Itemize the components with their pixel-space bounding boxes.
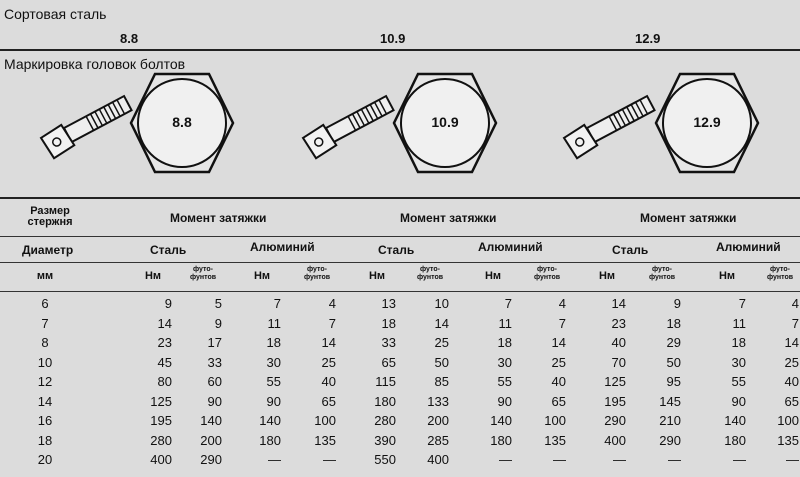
table-cell: 14 (551, 335, 566, 350)
table-cell: 25 (434, 335, 449, 350)
table-cell: 40 (551, 374, 566, 389)
table-cell: — (499, 452, 512, 467)
header-steel-1: Сталь (150, 243, 187, 257)
divider-table (0, 197, 800, 199)
table-cell: 7 (558, 315, 566, 331)
diameter-cell: 12 (37, 374, 53, 389)
table-cell: 85 (434, 374, 449, 389)
header-diameter: Диаметр (22, 243, 74, 257)
units-divider (0, 291, 800, 292)
table-cell: 65 (321, 393, 336, 409)
unit-ftlb: футо-фунтов (303, 266, 331, 281)
table-cell: 25 (321, 354, 336, 370)
page-title: Сортовая сталь (4, 6, 107, 22)
unit-ftlb: футо-фунтов (189, 266, 217, 281)
table-cell: 40 (321, 374, 336, 389)
diameter-cell: 14 (37, 393, 53, 409)
diameter-cell: 20 (37, 452, 53, 467)
grade-label-3: 12.9 (635, 31, 661, 46)
table-cell: 29 (666, 335, 681, 350)
table-cell: 195 (150, 413, 172, 428)
hex-grade-label-2: 10.9 (431, 114, 459, 130)
table-cell: 65 (784, 393, 799, 409)
table-cell: 14 (784, 335, 799, 350)
table-cell: 90 (266, 393, 281, 409)
table-cell: 100 (544, 413, 566, 428)
table-cell: — (553, 452, 566, 467)
table-cell: 7 (791, 315, 799, 331)
header-aluminium-2: Алюминий (478, 240, 543, 254)
header-divider (0, 236, 800, 237)
diameter-cell: 6 (41, 296, 49, 311)
header-torque-3: Момент затяжки (640, 211, 737, 225)
unit-nm: Нм (253, 270, 271, 282)
table-cell: 13 (381, 296, 396, 311)
table-cell: — (268, 452, 281, 467)
table-cell: 90 (207, 393, 222, 409)
table-cell: 30 (266, 354, 281, 370)
table-cell: — (613, 452, 626, 467)
table-cell: 55 (266, 374, 281, 389)
table-cell: 4 (558, 296, 566, 311)
table-cell: 70 (611, 354, 626, 370)
table-cell: 400 (150, 452, 172, 467)
table-cell: 60 (207, 374, 222, 389)
table-cell: 80 (157, 374, 172, 389)
table-cell: 45 (157, 354, 172, 370)
diameter-cell: 18 (37, 432, 53, 448)
table-cell: 23 (157, 335, 172, 350)
unit-nm: Нм (718, 270, 736, 282)
grade-label-1: 8.8 (120, 31, 139, 46)
table-cell: 11 (498, 315, 512, 331)
table-cell: 11 (267, 315, 281, 331)
table-cell: 50 (666, 354, 681, 370)
header-rod-size: Размер стержня (27, 205, 73, 228)
table-cell: — (668, 452, 681, 467)
table-cell: 290 (604, 413, 626, 428)
table-cell: 115 (375, 374, 396, 389)
table-cell: 7 (504, 296, 512, 311)
diameter-cell: 8 (41, 335, 49, 350)
table-cell: 135 (544, 432, 566, 448)
table-cell: 390 (374, 432, 396, 448)
table-cell: 7 (738, 296, 746, 311)
table-cell: 135 (314, 432, 336, 448)
table-cell: 100 (314, 413, 336, 428)
table-cell: 133 (427, 393, 449, 409)
table-cell: 95 (666, 374, 681, 389)
table-cell: 14 (157, 315, 172, 331)
hex-grade-label-3: 12.9 (693, 114, 721, 130)
table-cell: 14 (321, 335, 336, 350)
header-aluminium-1: Алюминий (250, 240, 315, 254)
table-cell: — (786, 452, 799, 467)
table-cell: 140 (259, 413, 281, 428)
table-cell: 90 (497, 393, 512, 409)
table-cell: 9 (673, 296, 681, 311)
table-cell: 180 (374, 393, 396, 409)
table-cell: 18 (266, 335, 281, 350)
hex-grade-label-1: 8.8 (172, 114, 192, 130)
header-divider-2 (0, 262, 800, 263)
table-cell: 125 (150, 393, 172, 409)
table-cell: 7 (273, 296, 281, 311)
unit-ftlb: футо-фунтов (648, 266, 676, 281)
table-cell: 50 (434, 354, 449, 370)
table-cell: 200 (200, 432, 222, 448)
table-cell: 18 (731, 335, 746, 350)
table-cell: 9 (214, 315, 222, 331)
unit-nm: Нм (484, 270, 502, 282)
table-cell: 55 (497, 374, 512, 389)
table-cell: 14 (434, 315, 449, 331)
table-cell: 33 (381, 335, 396, 350)
table-cell: 11 (732, 315, 746, 331)
table-cell: 290 (659, 432, 681, 448)
table-cell: 280 (150, 432, 172, 448)
header-aluminium-3: Алюминий (716, 240, 781, 254)
table-cell: 55 (731, 374, 746, 389)
table-cell: 400 (604, 432, 626, 448)
table-cell: 135 (777, 432, 799, 448)
table-cell: 140 (724, 413, 746, 428)
table-cell: 33 (207, 354, 222, 370)
diameter-cell: 7 (41, 315, 49, 331)
grade-label-2: 10.9 (380, 31, 406, 46)
table-cell: 17 (207, 335, 222, 350)
table-cell: 65 (381, 354, 396, 370)
section-subtitle: Маркировка головок болтов (4, 56, 186, 72)
table-cell: 10 (434, 296, 449, 311)
table-cell: 210 (659, 413, 681, 428)
header-torque-1: Момент затяжки (170, 211, 267, 225)
table-cell: 400 (427, 452, 449, 467)
table-cell: 125 (604, 374, 626, 389)
table-cell: 195 (604, 393, 626, 409)
table-cell: 100 (777, 413, 799, 428)
table-cell: 65 (551, 393, 566, 409)
table-cell: 23 (611, 315, 626, 331)
table-cell: 180 (259, 432, 281, 448)
table-cell: — (323, 452, 336, 467)
table-cell: 40 (784, 374, 799, 389)
table-cell: 180 (724, 432, 746, 448)
header-torque-2: Момент затяжки (400, 211, 497, 225)
table-cell: 200 (427, 413, 449, 428)
table-cell: 550 (374, 452, 396, 467)
table-cell: 280 (374, 413, 396, 428)
table-cell: 25 (784, 354, 799, 370)
diameter-cell: 16 (37, 413, 53, 428)
diameter-cell: 10 (37, 354, 53, 370)
table-cell: 140 (200, 413, 222, 428)
table-cell: 140 (490, 413, 512, 428)
unit-nm: Нм (598, 270, 616, 282)
unit-nm: Нм (368, 270, 386, 282)
header-steel-2: Сталь (378, 243, 415, 257)
table-cell: 4 (328, 296, 336, 311)
table-cell: 9 (164, 296, 172, 311)
table-cell: 14 (611, 296, 626, 311)
table-cell: — (733, 452, 746, 467)
unit-nm: Нм (144, 270, 162, 282)
table-cell: 5 (214, 296, 222, 311)
table-cell: 145 (659, 393, 681, 409)
table-cell: 18 (381, 315, 396, 331)
unit-mm: мм (36, 270, 54, 282)
table-cell: 290 (200, 452, 222, 467)
table-cell: 40 (611, 335, 626, 350)
table-cell: 7 (328, 315, 336, 331)
table-cell: 180 (490, 432, 512, 448)
header-steel-3: Сталь (612, 243, 649, 257)
unit-ftlb: футо-фунтов (766, 266, 794, 281)
unit-ftlb: футо-фунтов (533, 266, 561, 281)
table-cell: 25 (551, 354, 566, 370)
table-cell: 4 (791, 296, 799, 311)
divider-top (0, 49, 800, 51)
table-cell: 30 (497, 354, 512, 370)
table-cell: 18 (497, 335, 512, 350)
table-cell: 90 (731, 393, 746, 409)
unit-ftlb: футо-фунтов (416, 266, 444, 281)
table-cell: 18 (666, 315, 681, 331)
table-cell: 285 (427, 432, 449, 448)
table-cell: 30 (731, 354, 746, 370)
